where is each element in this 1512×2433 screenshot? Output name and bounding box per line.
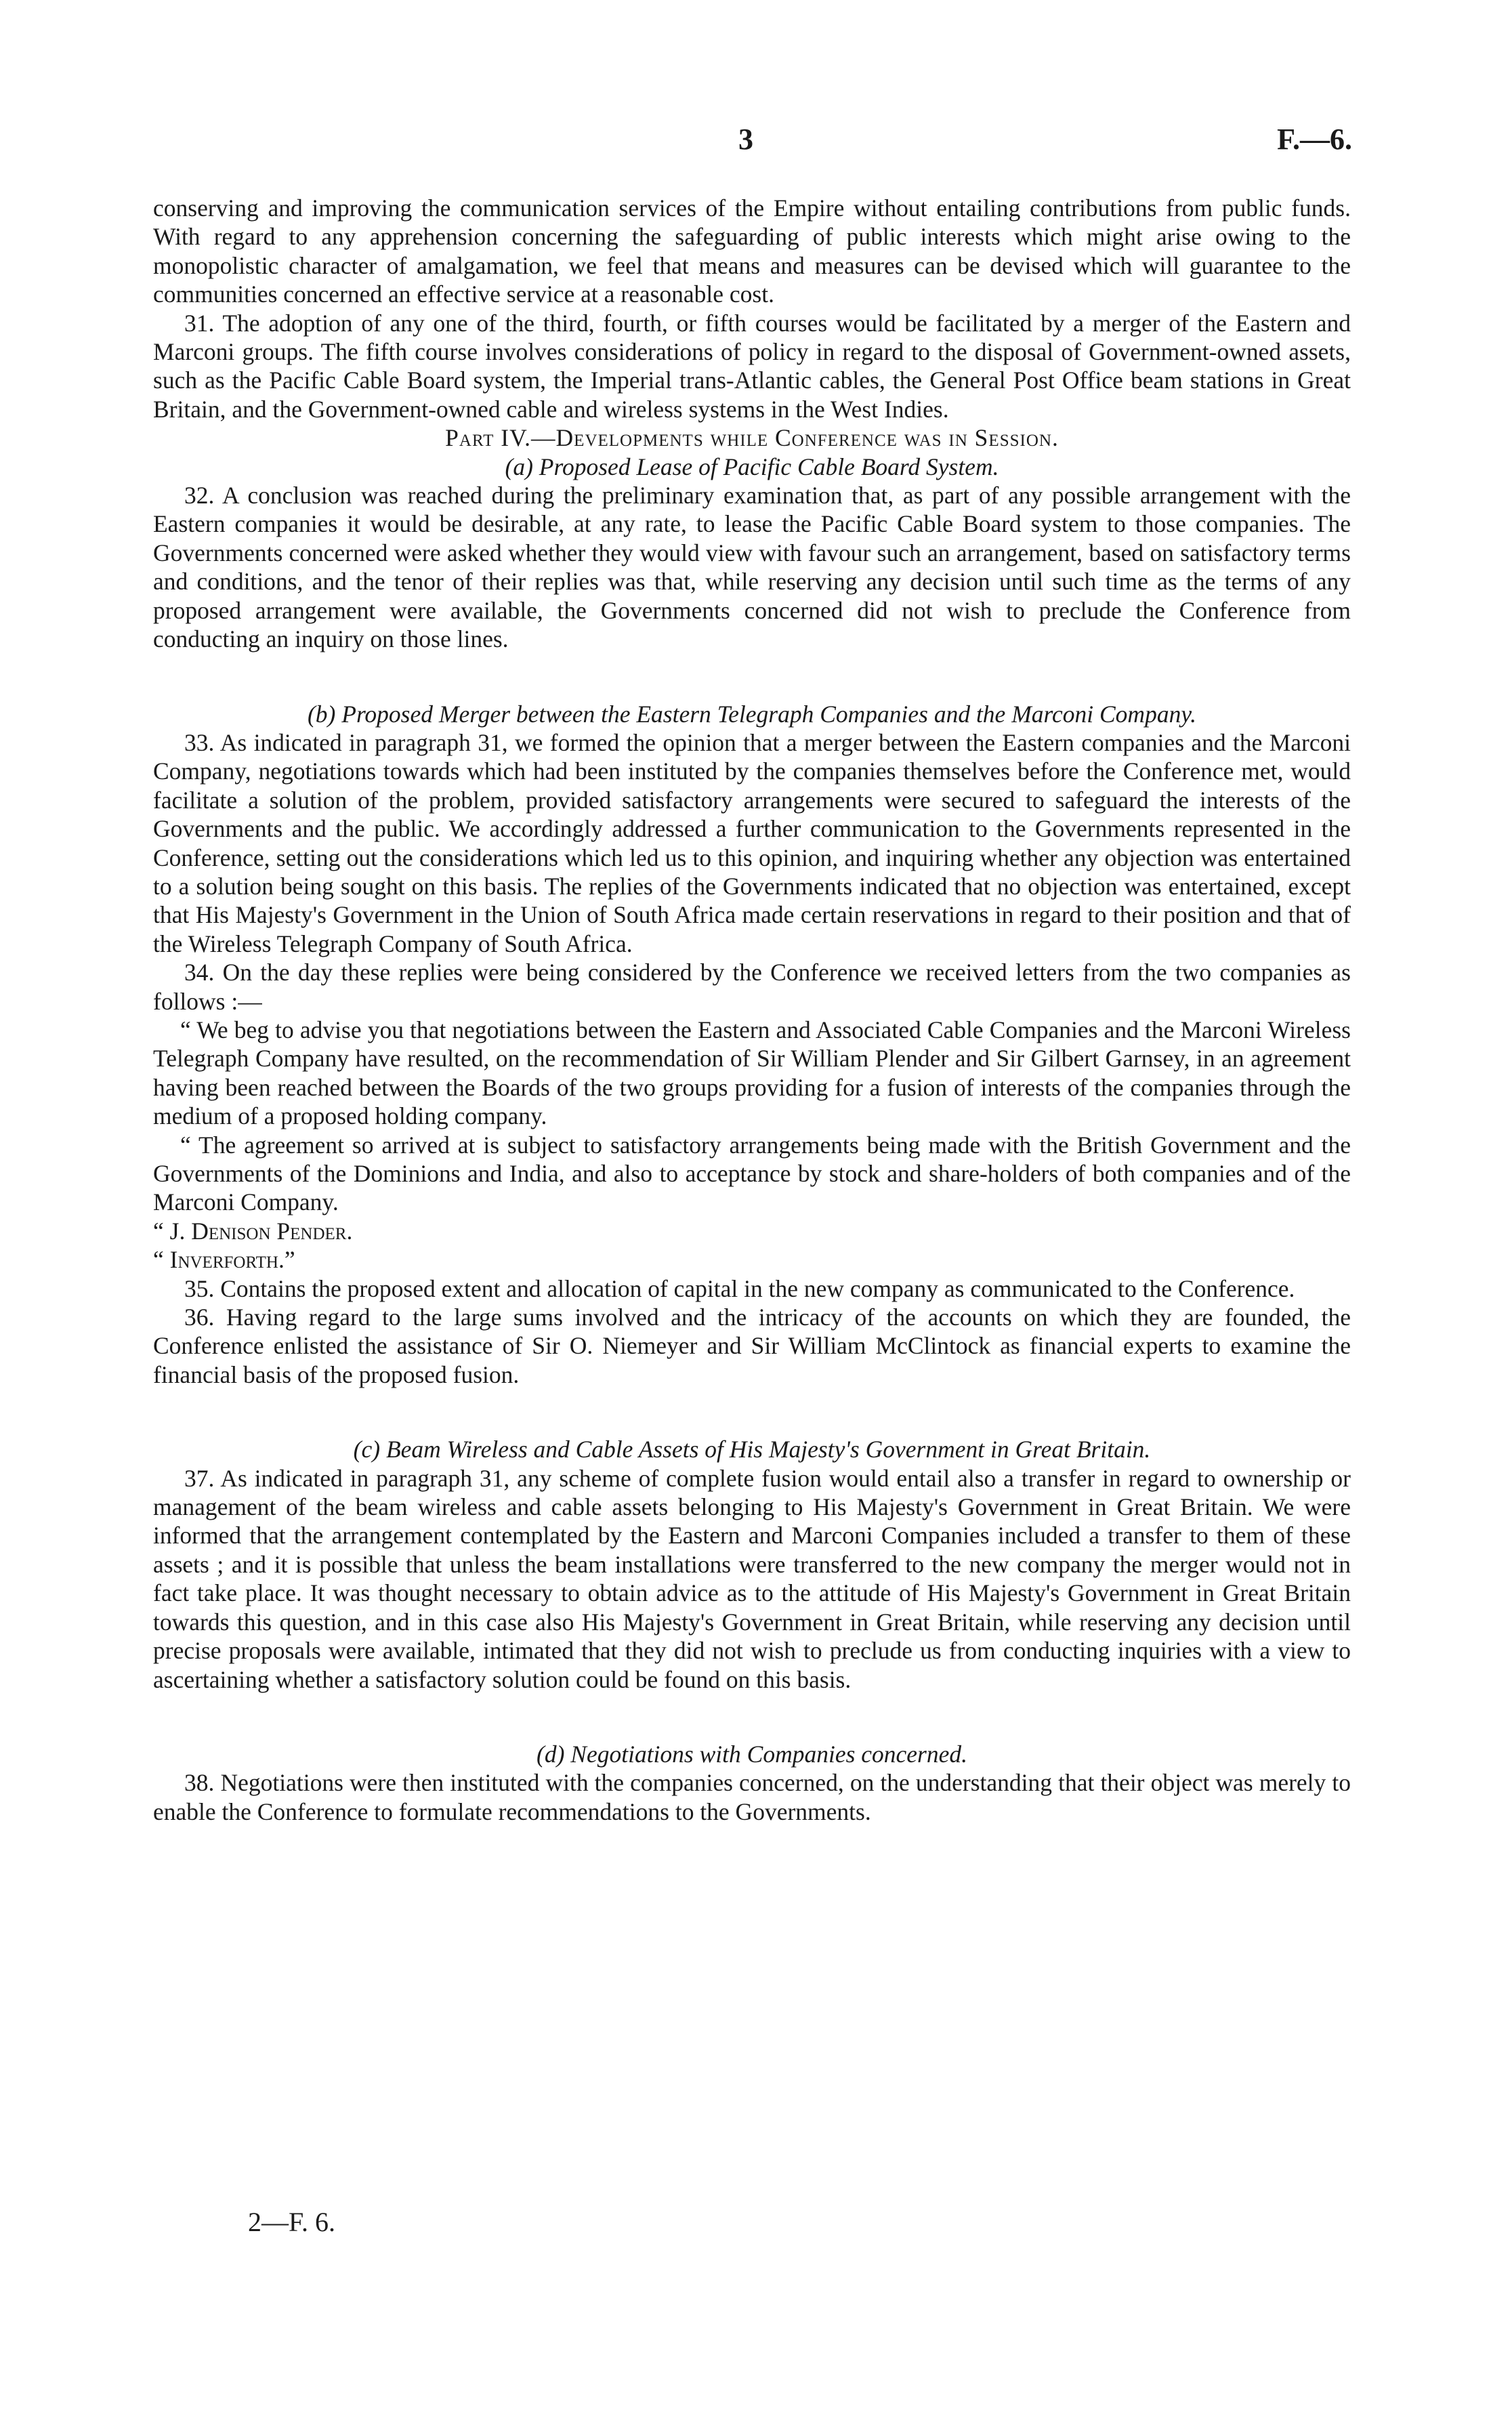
paragraph-32: 32. A conclusion was reached during the preliminary examination that, as part of any possible arrangement with the Eastern companies it would be desirable, at any rate, to lease the Pacific Cable Board system to those companies. The Governments concerned were asked whether they would view with favour such an arrangement, based on satisfactory terms and conditions, and the tenor of their replies was that, while reserving any decision until such time as the terms of any proposed arrangement were available, the Governments concerned did not wish to preclude the Conference from conducting an inquiry on those lines. — [153, 482, 1351, 653]
letter-signatory-pender: “ J. Denison Pender. — [153, 1217, 353, 1245]
printer-signature-mark: 2—F. 6. — [248, 2207, 336, 2237]
paragraph-31: 31. The adoption of any one of the third, fourth, or fifth courses would be facilitated by a merger of the Eastern and Marconi groups. The fifth course involves considerations of policy in regard to the disposal of Government-owned assets, such as the Pacific Cable Board system, the Imperial trans-Atlantic cables, the General Post Office beam stations in Great Britain, and the Government-owned cable and wireless systems in the West Indies. — [153, 309, 1351, 423]
paragraph-34: 34. On the day these replies were being considered by the Conference we received letters from the two companies as follows :— — [153, 959, 1351, 1015]
paragraph-38: 38. Negotiations were then instituted with the companies concerned, on the understanding that their object was merely to enable the Conference to formulate recommendations to the Governments. — [153, 1769, 1351, 1825]
page-header — [0, 122, 1512, 163]
section-d-heading: (d) Negotiations with Companies concerned. — [537, 1740, 967, 1768]
section-c-heading: (c) Beam Wireless and Cable Assets of His Majesty's Government in Great Britain. — [353, 1436, 1151, 1463]
document-reference: F.—6. — [1277, 123, 1352, 156]
paragraph-36: 36. Having regard to the large sums involved and the intricacy of the accounts on which they are founded, the Conference enlisted the assistance of Sir O. Niemeyer and Sir William McClintock as financial experts to examine the financial basis of the proposed fusion. — [153, 1304, 1351, 1388]
document-body — [153, 194, 1351, 1826]
page-number: 3 — [738, 123, 753, 156]
quoted-letter-paragraph-2: “ The agreement so arrived at is subject to satisfactory arrangements being made with the British Government and the Governments of the Dominions and India, and also to acceptance by stock and share-holders of both companies and of the Marconi Company. — [153, 1131, 1351, 1216]
paragraph-35: 35. Contains the proposed extent and allocation of capital in the new company as communicated to the Conference. — [184, 1274, 1295, 1302]
paragraph-37: 37. As indicated in paragraph 31, any scheme of complete fusion would entail also a transfer in regard to ownership or management of the beam wireless and cable assets belonging to His Majesty's Government in Great Britain. We were informed that the arrangement contemplated by the Eastern and Marconi Companies included a transfer to them of these assets ; and it is possible that unless the beam installations were transferred to the new company the merger would not in fact take place. It was thought necessary to obtain advice as to the attitude of His Majesty's Government in Great Britain towards this question, and in this case also His Majesty's Government in Great Britain, while reserving any decision until precise proposals were available, intimated that they did not wish to preclude us from conducting inquiries with a view to ascertaining whether a satisfactory solution could be found on this basis. — [153, 1464, 1351, 1693]
section-a-heading: (a) Proposed Lease of Pacific Cable Board System. — [505, 453, 999, 480]
paragraph-33: 33. As indicated in paragraph 31, we formed the opinion that a merger between the Eastern companies and the Marconi Company, negotiations towards which had been instituted by the companies themselves before the Conference met, would facilitate a solution of the problem, provided satisfactory arrangements were secured to safeguard the interests of the Governments and the public. We accordingly addressed a further communication to the Governments represented in the Conference, setting out the considerations which led us to this opinion, and inquiring whether any objection was entertained to a solution being sought on this basis. The replies of the Governments indicated that no objection was entertained, except that His Majesty's Government in the Union of South Africa made certain reservations in regard to their position and that of the Wireless Telegraph Company of South Africa. — [153, 728, 1351, 957]
quoted-letter-paragraph-1: “ We beg to advise you that negotiations between the Eastern and Associated Cable Companies and the Marconi Wireless Telegraph Company have resulted, on the recommendation of Sir William Plender and Sir Gilbert Garnsey, in an agreement having been reached between the Boards of the two groups providing for a fusion of interests of the companies through the medium of a proposed holding company. — [153, 1016, 1351, 1130]
letter-signatory-inverforth: “ Inverforth.” — [153, 1246, 295, 1274]
section-b-heading: (b) Proposed Merger between the Eastern Telegraph Companies and the Marconi Company. — [307, 700, 1196, 728]
part-iv-heading: Part IV.—Developments while Conference was in Session. — [445, 424, 1059, 452]
paragraph-continued: conserving and improving the communication services of the Empire without entailing contributions from public funds. With regard to any apprehension concerning the safeguarding of public interests which might arise owing to the monopolistic character of amalgamation, we feel that means and measures can be devised which will guarantee to the communities concerned an effective service at a reasonable cost. — [153, 194, 1351, 308]
